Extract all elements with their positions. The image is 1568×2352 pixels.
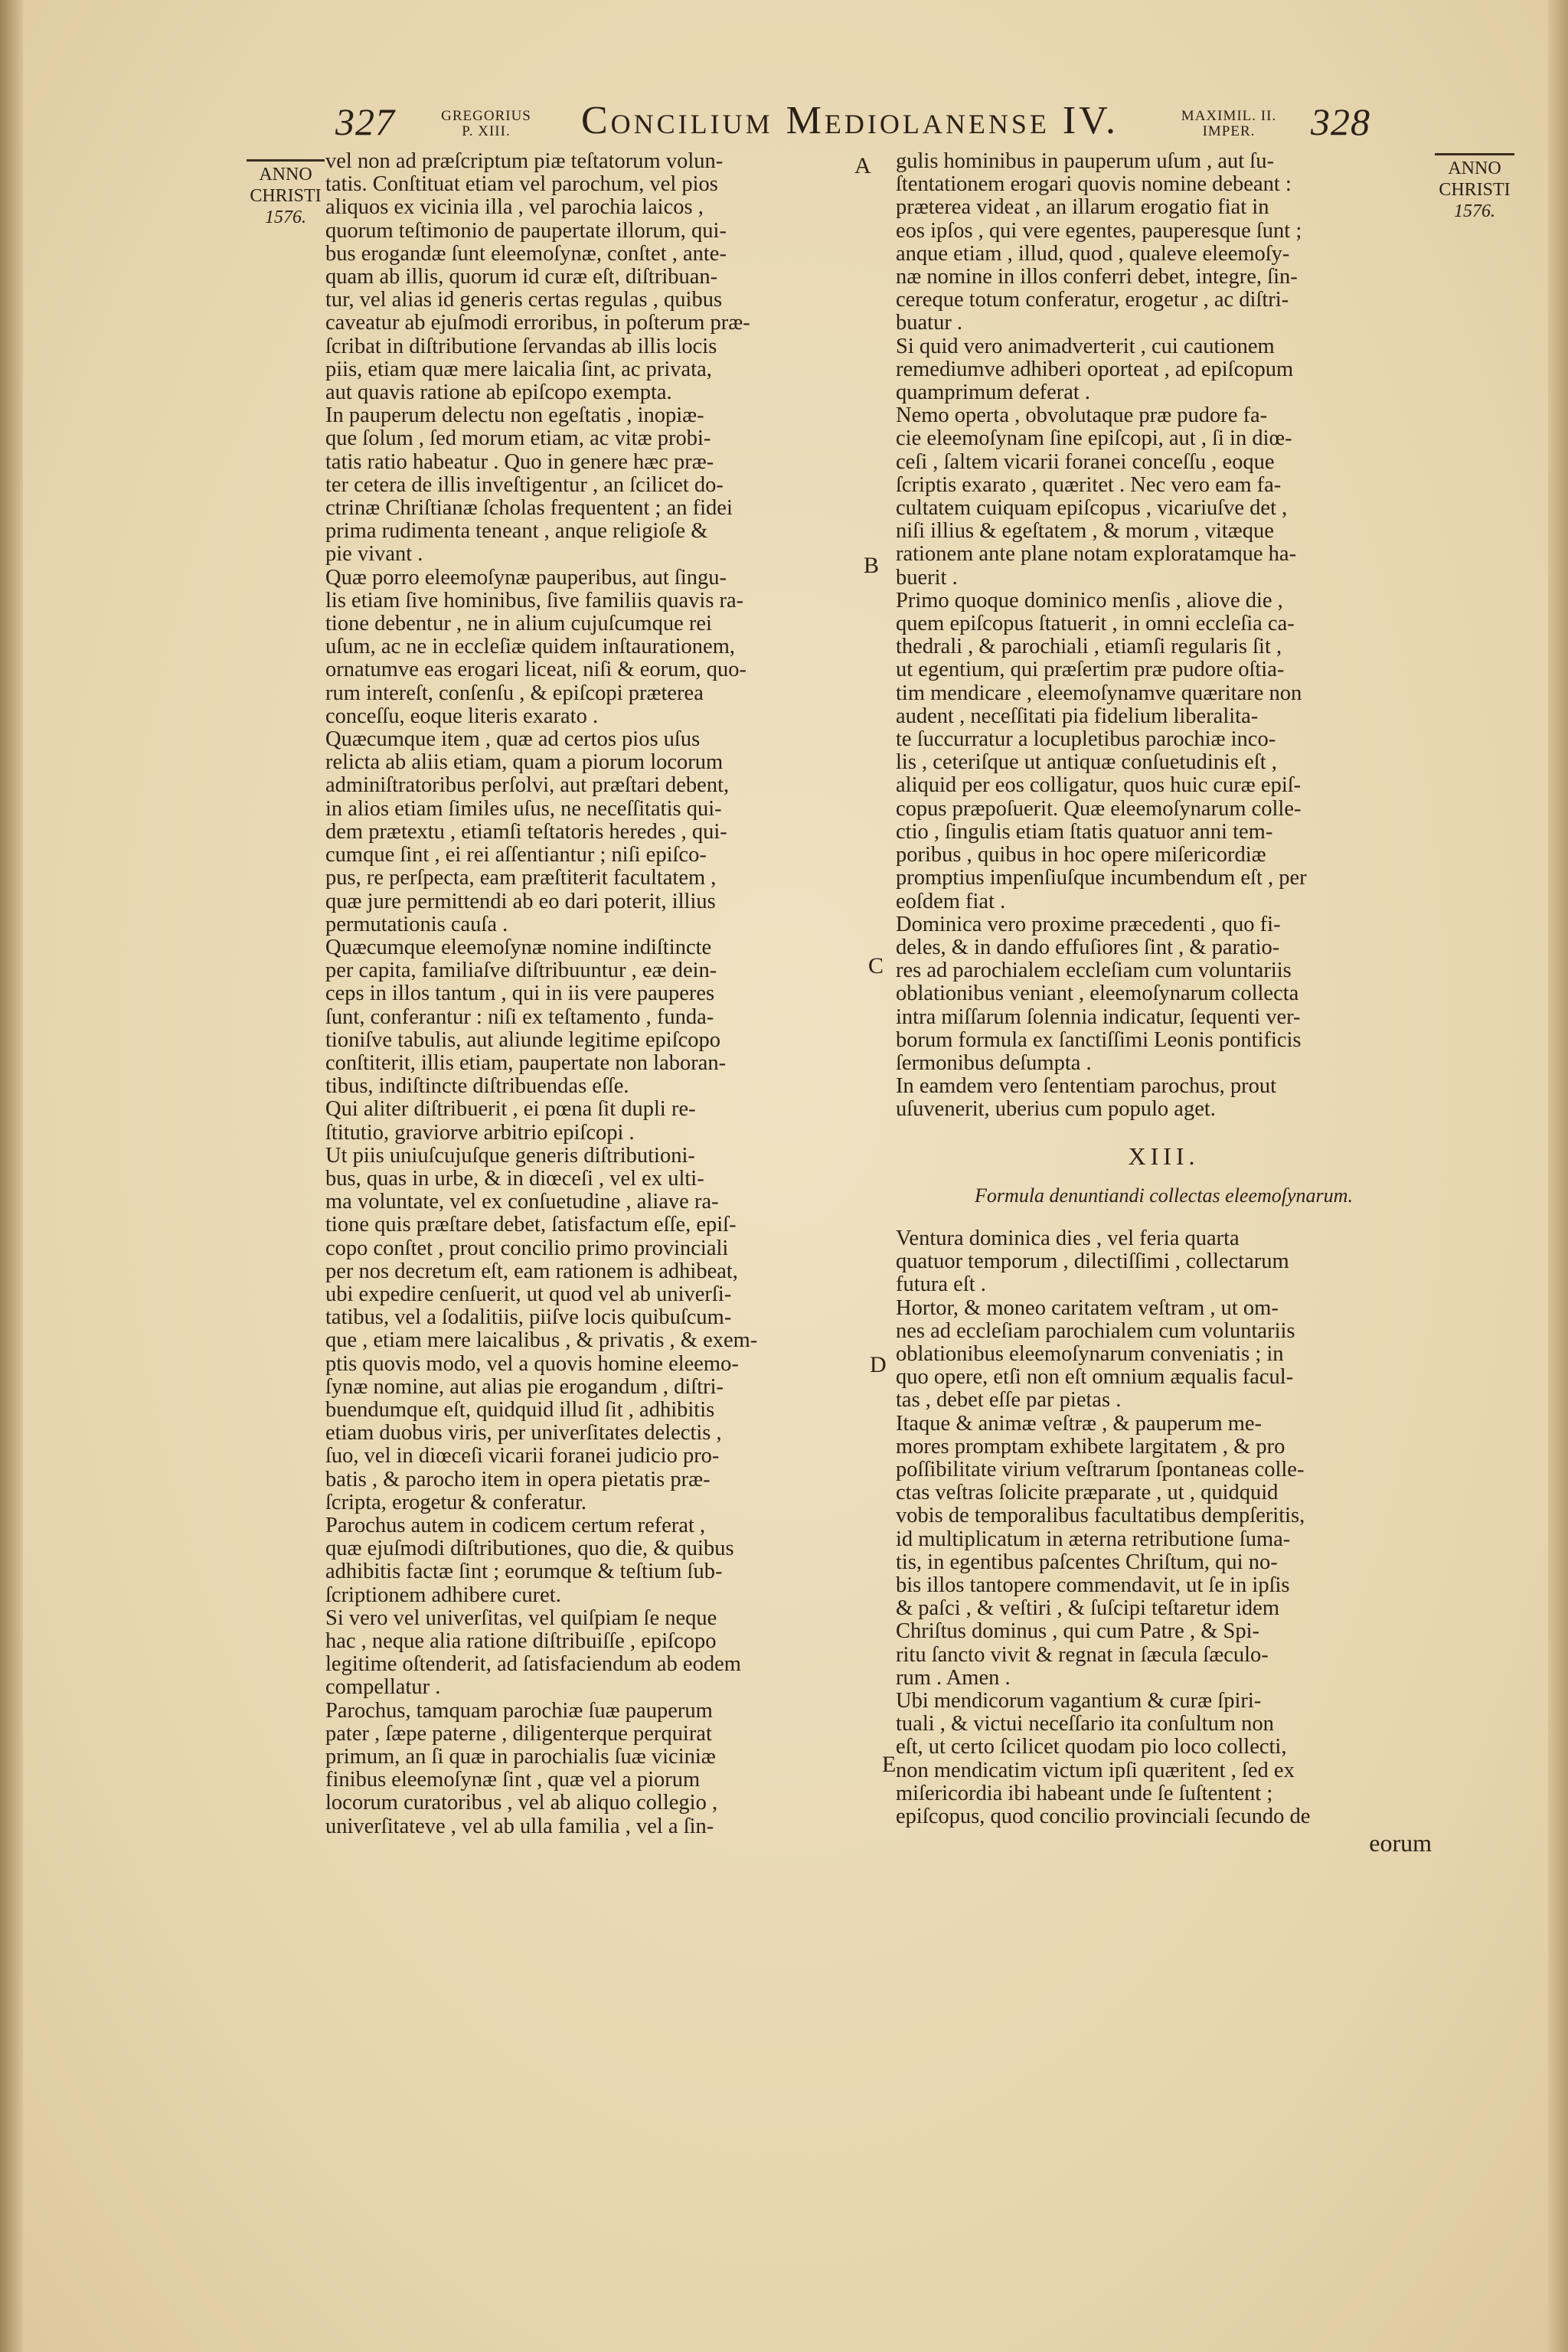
- text-line: ctas veſtras ſolicite præparate , ut , quidquid: [896, 1481, 1279, 1505]
- section-letter: E: [882, 1752, 897, 1777]
- text-line: & paſci , & veſtiri , & ſuſcipi teſtaretur idem: [896, 1597, 1279, 1621]
- text-line: aliquid per eos colligatur, quos huic curæ epiſ-: [896, 774, 1302, 798]
- anno-label: ANNO: [1448, 158, 1501, 178]
- text-line: miſericordia ibi habeant unde ſe ſuſtentent ;: [896, 1782, 1273, 1805]
- text-line: ſermonibus deſumpta .: [896, 1051, 1092, 1075]
- text-line: quem epiſcopus ſtatuerit , in omni eccleſia ca-: [896, 612, 1295, 636]
- text-line: uſuvenerit, uberius cum populo aget.: [896, 1098, 1216, 1122]
- text-line: nes ad eccleſiam parochialem cum voluntariis: [896, 1319, 1295, 1343]
- text-line: eos ipſos , qui vere egentes, pauperesque ſunt ;: [896, 219, 1302, 243]
- text-line: que ſolum , ſed morum etiam, ac vitæ probi-: [325, 427, 711, 451]
- text-line: cie eleemoſynam ſine epiſcopi, aut , ſi in diœ-: [896, 427, 1292, 451]
- text-line: ter cetera de illis inveſtigentur , an ſcilicet do-: [325, 473, 724, 497]
- text-line: audent , neceſſitati pia fidelium liberalita-: [896, 704, 1259, 728]
- text-line: lis etiam ſive hominibus, ſive familiis quavis ra-: [325, 589, 744, 612]
- text-line: Quæ porro eleemoſynæ pauperibus, aut ſingu-: [325, 566, 727, 590]
- text-line: ſcriptionem adhibere curet.: [325, 1583, 561, 1607]
- text-line: quamprimum deferat .: [896, 381, 1091, 405]
- text-line: tatis. Conſtituat etiam vel parochum, vel pios: [325, 173, 718, 197]
- text-line: Parochus, tamquam parochiæ ſuæ pauperum: [325, 1699, 713, 1723]
- text-line: cumque ſint , ei rei aſſentiantur ; niſi epiſco-: [325, 844, 707, 867]
- text-line: ritu ſancto vivit & regnat in ſæcula ſæculo-: [896, 1643, 1269, 1667]
- text-line: buendumque eſt, quidquid illud ſit , adhibitis: [325, 1398, 715, 1422]
- text-line: præterea videat , an illarum erogatio fiat in: [896, 196, 1269, 220]
- text-line: Ventura dominica dies , vel feria quarta: [896, 1227, 1240, 1250]
- margin-year-left: [243, 159, 328, 228]
- text-line: gulis hominibus in pauperum uſum , aut ſu-: [896, 150, 1274, 173]
- book-spine: [0, 0, 23, 2352]
- text-line: bus erogandæ ſunt eleemoſynæ, conſtet , ante-: [325, 242, 727, 266]
- text-line: Parochus autem in codicem certum referat ,: [325, 1514, 706, 1537]
- section-subheading: Formula denuntiandi collectas eleemoſynarum.: [975, 1184, 1353, 1207]
- text-line: rum intereſt, conſenſu , & epiſcopi præterea: [325, 681, 704, 705]
- text-line: Quæcumque eleemoſynæ nomine indiſtincte: [325, 936, 712, 959]
- margin-year-right: [1432, 153, 1517, 222]
- text-line: pus, re perſpecta, eam præſtiterit facultatem ,: [325, 867, 717, 890]
- margin-rule: [1435, 153, 1514, 155]
- text-line: res ad parochialem eccleſiam cum voluntariis: [896, 959, 1292, 983]
- text-line: ctio , ſingulis etiam ſtatis quatuor anni tem-: [896, 820, 1273, 844]
- text-line: aut quavis ratione ab epiſcopo exempta.: [325, 381, 672, 405]
- text-line: ornatumve eas erogari liceat, niſi & eorum, quo-: [325, 658, 747, 682]
- text-line: finibus eleemoſynæ ſint , quæ vel a piorum: [325, 1769, 701, 1792]
- text-line: Si quid vero animadverterit , cui cautionem: [896, 335, 1275, 358]
- text-line: bus, quas in urbe, & in diœceſi , vel ex ulti-: [325, 1167, 704, 1191]
- text-line: Ut piis uniuſcujuſque generis diſtributioni-: [325, 1144, 695, 1168]
- text-line: vobis de temporalibus facultatibus dempſeritis,: [896, 1504, 1305, 1528]
- text-line: ſuo, vel in diœceſi vicarii foranei judicio pro-: [325, 1445, 720, 1468]
- page-number-left: 327: [335, 100, 395, 143]
- page-title: Concilium Mediolanense IV.: [580, 99, 1119, 142]
- text-block-right-upper: [896, 150, 1432, 1122]
- page-number-right: 328: [1311, 100, 1370, 143]
- emperor-label: MAXIMIL. II.: [1181, 108, 1277, 124]
- text-line: quo opere, etſi non eſt omnium æqualis facul-: [896, 1366, 1294, 1390]
- text-line: quatuor temporum , dilectiſſimi , collectarum: [896, 1250, 1289, 1274]
- text-line: tatibus, vel a ſodalitiis, piiſve locis quibuſcum-: [325, 1306, 732, 1330]
- text-line: In eamdem vero ſententiam parochus, prout: [896, 1075, 1276, 1099]
- pope-label: GREGORIUS: [441, 108, 531, 124]
- emperor-name: [1171, 109, 1286, 139]
- text-line: cereque totum conferatur, erogetur , ac diſtri-: [896, 289, 1289, 312]
- text-block-right-lower: [896, 1227, 1432, 1828]
- text-line: compellatur .: [325, 1676, 441, 1700]
- margin-rule: [247, 159, 325, 162]
- text-column-left: [325, 150, 861, 1838]
- text-line: Nemo operta , obvolutaque præ pudore fa-: [896, 404, 1268, 428]
- text-line: copo conſtet , prout concilio primo provinciali: [325, 1236, 729, 1260]
- text-line: Dominica vero proxime præcedenti , quo fi-: [896, 913, 1281, 936]
- text-line: borum formula ex ſanctiſſimi Leonis pontificis: [896, 1028, 1302, 1052]
- text-line: cultatem cuiquam epiſcopus , vicariuſve det ,: [896, 497, 1288, 521]
- text-line: pie vivant .: [325, 543, 423, 567]
- text-line: tibus, indiſtincte diſtribuendas eſſe.: [325, 1075, 629, 1099]
- text-line: dem prætextu , etiamſi teſtatoris heredes , qui-: [325, 820, 727, 844]
- text-line: thedrali , & parochiali , etiamſi regularis ſit ,: [896, 635, 1282, 659]
- christi-label: CHRISTI: [250, 186, 322, 206]
- text-line: hac , neque alia ratione diſtribuiſſe , epiſcopo: [325, 1630, 717, 1653]
- text-line: relicta ab aliis etiam, quam a piorum locorum: [325, 751, 724, 775]
- text-line: ubi expedire cenſuerit, ut quod vel ab univerſi-: [325, 1282, 732, 1306]
- text-line: remediumve adhiberi oporteat , ad epiſcopum: [896, 358, 1294, 381]
- text-line: in alios etiam ſimiles uſus, ne neceſſitatis qui-: [325, 797, 722, 821]
- text-line: ſcriptis exarato , quæritet . Nec vero eam fa-: [896, 473, 1282, 497]
- pope-sublabel: P. XIII.: [462, 123, 511, 139]
- text-line: locorum curatoribus , vel ab aliquo collegio ,: [325, 1792, 718, 1815]
- text-line: Primo quoque dominico menſis , aliove die ,: [896, 589, 1283, 612]
- text-line: intra miſſarum ſolennia indicatur, ſequenti ver-: [896, 1005, 1301, 1029]
- text-line: id multiplicatum in æterna retributione ſuma-: [896, 1527, 1291, 1551]
- catchword: eorum: [1369, 1829, 1432, 1857]
- text-line: caveatur ab ejuſmodi erroribus, in poſterum præ-: [325, 312, 750, 335]
- text-line: quæ ejuſmodi diſtributiones, quo die, & quibus: [325, 1537, 734, 1561]
- text-line: ceps in illos tantum , qui in iis vere pauperes: [325, 982, 715, 1006]
- section-letter: A: [854, 153, 871, 178]
- text-line: prima rudimenta teneant , anque religioſe &: [325, 520, 708, 544]
- section-letter: D: [870, 1352, 887, 1377]
- text-line: anque etiam , illud, quod , qualeve eleemoſy-: [896, 242, 1290, 266]
- text-line: Si vero vel univerſitas, vel quiſpiam ſe neque: [325, 1606, 717, 1630]
- text-line: primum, an ſi quæ in parochialis ſuæ viciniæ: [325, 1746, 716, 1769]
- anno-label: ANNO: [259, 165, 312, 185]
- text-line: conſtiterit, illis etiam, paupertate non laboran-: [325, 1051, 727, 1075]
- text-line: bis illos tantopere commendavit, ut ſe in ipſis: [896, 1573, 1290, 1597]
- text-line: poribus , quibus in hoc opere miſericordiæ: [896, 844, 1266, 867]
- text-line: aliquos ex vicinia illa , vel parochia laicos ,: [325, 196, 704, 220]
- christi-label: CHRISTI: [1439, 180, 1511, 200]
- text-line: per capita, familiaſve diſtribuuntur , eæ dein-: [325, 959, 717, 983]
- text-line: per nos decretum eſt, eam rationem is adhibeat,: [325, 1259, 738, 1283]
- text-line: piis, etiam quæ mere laicalia ſint, ac privata,: [325, 358, 712, 381]
- text-line: futura eſt .: [896, 1273, 986, 1297]
- text-line: tione debentur , ne in alium cujuſcumque rei: [325, 612, 712, 636]
- text-line: eſt, ut certo ſcilicet quodam pio loco collecti,: [896, 1736, 1287, 1759]
- section-letter: C: [868, 953, 884, 978]
- text-line: ſtitutio, graviorve arbitrio epiſcopi .: [325, 1121, 635, 1145]
- text-line: epiſcopus, quod concilio provinciali ſecundo de: [896, 1805, 1311, 1829]
- text-line: conceſſu, eoque literis exarato .: [325, 704, 599, 728]
- text-line: buerit .: [896, 566, 958, 590]
- text-line: ptis quovis modo, vel a quovis homine eleemo-: [325, 1352, 739, 1376]
- text-line: oblationibus veniant , eleemoſynarum collecta: [896, 982, 1299, 1006]
- text-line: non mendicatim victum ipſi quæritent , ſed ex: [896, 1759, 1295, 1782]
- text-line: tis, in egentibus paſcentes Chriſtum, qui no-: [896, 1550, 1278, 1574]
- text-line: etiam duobus viris, per univerſitates delectis ,: [325, 1422, 722, 1446]
- text-line: ſynæ nomine, aut alias pie erogandum , diſtri-: [325, 1375, 724, 1399]
- text-line: buatur .: [896, 312, 963, 335]
- text-line: Chriſtus dominus , qui cum Patre , & Spi-: [896, 1620, 1259, 1644]
- text-line: Qui aliter diſtribuerit , ei pœna ſit dupli re-: [325, 1098, 696, 1122]
- text-line: legitime oſtenderit, ad ſatisfaciendum ab eodem: [325, 1653, 741, 1677]
- year-label: 1576.: [265, 207, 306, 227]
- text-line: te ſuccurratur a locupletibus parochiæ inco-: [896, 728, 1276, 752]
- text-line: poſſibilitate virium veſtrarum ſpontaneas colle-: [896, 1458, 1305, 1481]
- text-line: rum . Amen .: [896, 1666, 1011, 1690]
- text-line: mores promptam exhibete largitatem , & pro: [896, 1435, 1285, 1459]
- text-line: vel non ad præſcriptum piæ teſtatorum volun-: [325, 150, 724, 173]
- text-line: tatis ratio habeatur . Quo in genere hæc præ-: [325, 450, 714, 474]
- text-column-right: [896, 150, 1432, 1857]
- text-line: tas , debet eſſe par pietas .: [896, 1389, 1122, 1413]
- section-heading: XIII.: [1128, 1142, 1200, 1170]
- text-line: copus præpoſuerit. Quæ eleemoſynarum colle-: [896, 797, 1302, 821]
- year-label: 1576.: [1454, 201, 1495, 221]
- text-line: ſcribat in diſtributione ſervandas ab illis locis: [325, 335, 717, 358]
- text-line: tur, vel alias id generis certas regulas , quibus: [325, 289, 723, 312]
- text-line: permutationis cauſa .: [325, 913, 508, 936]
- pope-name: [429, 109, 544, 139]
- text-line: Itaque & animæ veſtræ , & pauperum me-: [896, 1412, 1263, 1436]
- text-line: In pauperum delectu non egeſtatis , inopiæ-: [325, 404, 704, 428]
- text-line: Hortor, & moneo caritatem veſtram , ut om-: [896, 1296, 1279, 1320]
- text-line: univerſitateve , vel ab ulla familia , vel a ſin-: [325, 1815, 714, 1838]
- text-line: lis , ceteriſque ut antiquæ conſuetudinis eſt ,: [896, 751, 1277, 775]
- page-edge: [1548, 0, 1568, 2352]
- text-line: uſum, ac ne in eccleſiæ quidem inſtaurationem,: [325, 635, 736, 659]
- section-letter: B: [864, 553, 880, 578]
- text-line: promptius impenſiuſque incumbendum eſt , per: [896, 867, 1307, 890]
- text-line: ma voluntate, vel ex conſuetudine , aliave ra-: [325, 1191, 719, 1214]
- text-line: Ubi mendicorum vagantium & curæ ſpiri-: [896, 1690, 1262, 1713]
- text-line: batis , & parocho item in opera pietatis præ-: [325, 1468, 710, 1491]
- text-line: ctrinæ Chriſtianæ ſcholas frequentent ; an fidei: [325, 497, 733, 521]
- text-line: ſunt, conferantur : niſi ex teſtamento , funda-: [325, 1005, 714, 1029]
- text-line: eoſdem fiat .: [896, 890, 1006, 913]
- text-line: adhibitis factæ ſint ; eorumque & teſtium ſub-: [325, 1560, 723, 1584]
- emperor-sublabel: IMPER.: [1202, 123, 1256, 139]
- text-line: tim mendicare , eleemoſynamve quæritare non: [896, 681, 1302, 705]
- text-line: pater , ſæpe paterne , diligenterque perquirat: [325, 1722, 712, 1746]
- text-line: ſtentationem erogari quovis nomine debeant :: [896, 173, 1292, 197]
- text-line: quæ jure permittendi ab eo dari poterit, illius: [325, 890, 716, 913]
- text-line: ceſi , ſaltem vicarii foranei conceſſu , eoque: [896, 450, 1275, 474]
- text-line: ut egentium, qui præſertim præ pudore oſtia-: [896, 658, 1285, 682]
- text-line: adminiſtratoribus perſolvi, aut præſtari debent,: [325, 774, 730, 798]
- text-line: oblationibus eleemoſynarum conveniatis ; in: [896, 1342, 1284, 1366]
- text-line: quorum teſtimonio de paupertate illorum, qui-: [325, 219, 727, 243]
- text-line: tioniſve tabulis, aut aliunde legitime epiſcopo: [325, 1028, 721, 1052]
- text-line: quam ab illis, quorum id curæ eſt, diſtribuan-: [325, 266, 718, 289]
- text-line: niſi illius & egeſtatem , & morum , vitæque: [896, 520, 1274, 544]
- text-line: que , etiam mere laicalibus , & privatis , & exem-: [325, 1329, 758, 1353]
- text-line: tuali , & victui neceſſario ita conſultum non: [896, 1713, 1274, 1736]
- text-line: næ nomine in illos conferri debet, integre, ſin-: [896, 266, 1298, 289]
- text-line: deles, & in dando effuſiores ſint , & paratio-: [896, 936, 1280, 959]
- text-line: rationem ante plane notam exploratamque ha-: [896, 543, 1297, 567]
- text-line: ſcripta, erogetur & conferatur.: [325, 1491, 587, 1514]
- text-line: Quæcumque item , quæ ad certos pios uſus: [325, 728, 701, 752]
- text-line: tione quis præſtare debet, ſatisfactum eſſe, epiſ-: [325, 1214, 737, 1237]
